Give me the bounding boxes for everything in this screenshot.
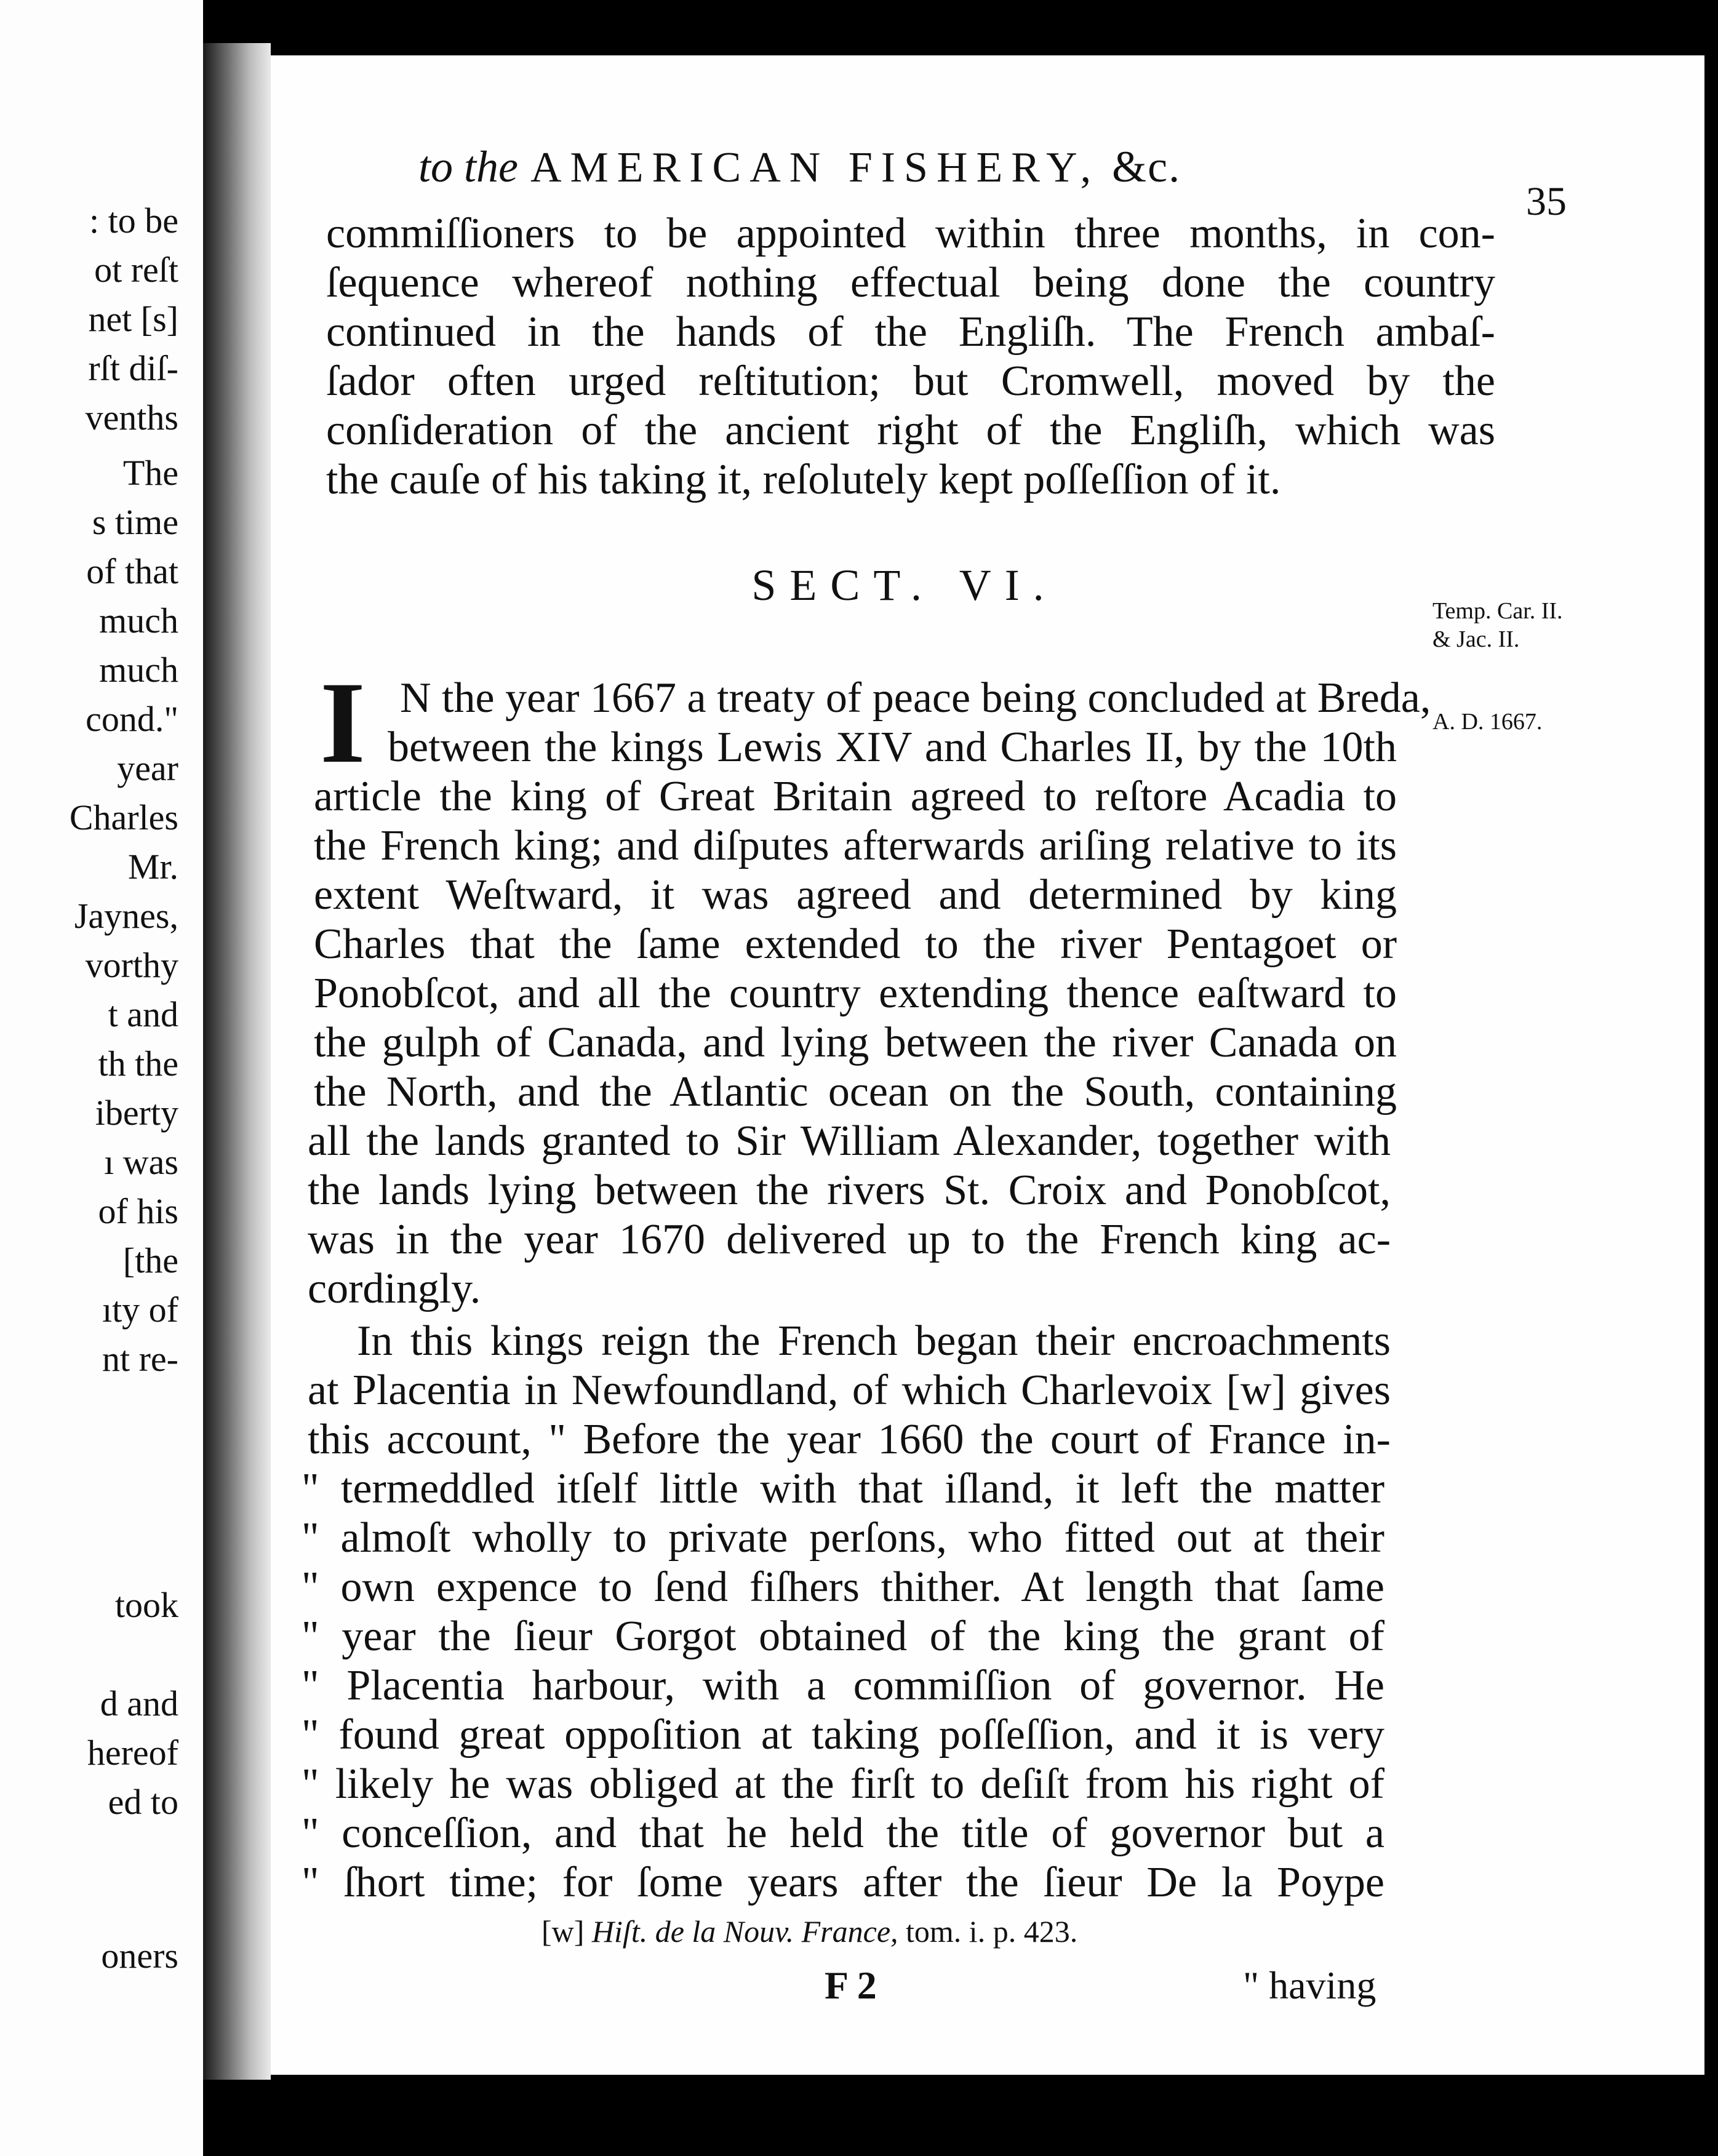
footnote — [541, 1914, 1077, 1949]
footnote-ref: tom. i. p. 423. — [906, 1914, 1078, 1949]
text-line: " year the ſieur Gorgot obtained of the king the grant of — [302, 1613, 1384, 1660]
page-number: 35 — [1526, 179, 1567, 224]
facing-page-fragment: year — [117, 748, 178, 788]
running-head-suffix: &c. — [1112, 142, 1181, 191]
running-head — [271, 142, 1704, 197]
text-line: " almoſt wholly to private perſons, who fitted out at their — [302, 1514, 1384, 1562]
facing-page-fragment: ed to — [108, 1782, 178, 1822]
running-head-title: AMERICAN FISHERY, — [530, 144, 1100, 191]
catchword: " having — [1243, 1963, 1376, 2007]
footnote-mark: [w] — [541, 1914, 585, 1949]
text-line: between the kings Lewis XIV and Charles II, by the 10th — [388, 724, 1397, 771]
facing-page-fragment: nt re- — [102, 1339, 178, 1379]
section-title: SECT. VI. — [751, 561, 1058, 610]
facing-page — [0, 0, 203, 2156]
facing-page-fragment: net [s] — [88, 299, 178, 339]
facing-page-fragment: Mr. — [127, 847, 178, 887]
scan-border — [1704, 55, 1718, 2075]
text-line: the gulph of Canada, and lying between the river Canada on — [314, 1019, 1397, 1066]
facing-page-fragment: of his — [98, 1191, 178, 1231]
margin-note-reign-2: & Jac. II. — [1432, 626, 1520, 652]
text-line: N the year 1667 a treaty of peace being concluded at Breda, — [400, 674, 1431, 722]
facing-page-fragment: ot reſt — [94, 250, 178, 290]
text-line: the North, and the Atlantic ocean on the South, containing — [314, 1068, 1397, 1116]
facing-page-fragment: ıty of — [102, 1290, 178, 1330]
facing-page-fragment: t and — [108, 994, 178, 1034]
facing-page-fragment: of that — [86, 551, 178, 591]
facing-page-fragment: The — [122, 453, 178, 493]
facing-page-fragment: took — [114, 1585, 178, 1625]
facing-page-fragment: [the — [122, 1240, 178, 1280]
footnote-title: Hiſt. de la Nouv. France, — [591, 1914, 898, 1949]
running-head-prefix: to the — [418, 142, 518, 191]
text-line: the cauſe of his taking it, reſolutely kept poſſeſſion of it. — [326, 456, 1281, 503]
text-line: extent Weſtward, it was agreed and determined by king — [314, 871, 1397, 919]
drop-cap: I — [320, 658, 366, 788]
facing-page-fragment: s time — [92, 502, 178, 542]
text-line: the lands lying between the rivers St. Croix and Ponobſcot, — [308, 1167, 1391, 1214]
text-line: this account, " Before the year 1660 the court of France in- — [308, 1416, 1391, 1463]
text-line: cordingly. — [308, 1265, 481, 1312]
text-line: " conceſſion, and that he held the title of governor but a — [302, 1810, 1384, 1857]
margin-note-reign: Temp. Car. II. — [1432, 598, 1563, 624]
text-line: continued in the hands of the Engliſh. The French ambaſ- — [326, 308, 1495, 356]
facing-page-fragment: cond." — [86, 699, 178, 739]
facing-page-fragment: th the — [98, 1044, 178, 1084]
text-line: ſequence whereof nothing effectual being done the country — [326, 259, 1495, 306]
text-line: the French king; and diſputes afterwards ariſing relative to its — [314, 822, 1397, 869]
signature-mark: F 2 — [825, 1963, 877, 2007]
text-line: article the king of Great Britain agreed to reſtore Acadia to — [314, 773, 1397, 820]
facing-page-fragment: much — [99, 601, 178, 641]
facing-page-fragment: d and — [100, 1683, 178, 1723]
facing-page-fragment: vorthy — [85, 945, 178, 985]
text-line: " ſhort time; for ſome years after the ſieur De la Poype — [302, 1859, 1384, 1906]
book-page — [271, 55, 1704, 2075]
text-line: conſideration of the ancient right of the Engliſh, which was — [326, 407, 1495, 454]
facing-page-fragment: ı was — [104, 1142, 178, 1182]
text-line: Ponobſcot, and all the country extending thence eaſtward to — [314, 970, 1397, 1017]
text-line: " own expence to ſend fiſhers thither. At length that ſame — [302, 1563, 1384, 1611]
text-line: " found great oppoſition at taking poſſeſſion, and it is very — [302, 1711, 1384, 1759]
facing-page-fragment: Jaynes, — [74, 896, 178, 936]
facing-page-fragment: venths — [85, 397, 178, 437]
facing-page-fragment: rſt diſ- — [88, 348, 178, 388]
facing-page-fragment: : to be — [89, 201, 178, 241]
margin-note-year: A. D. 1667. — [1432, 709, 1543, 735]
text-line: ſador often urged reſtitution; but Cromwell, moved by the — [326, 357, 1495, 405]
text-line: In this kings reign the French began their encroachments — [357, 1317, 1391, 1365]
text-line: " termeddled itſelf little with that iſland, it left the matter — [302, 1465, 1384, 1512]
text-line: all the lands granted to Sir William Alexander, together with — [308, 1117, 1391, 1165]
facing-page-fragment: iberty — [95, 1093, 178, 1133]
text-line: Charles that the ſame extended to the river Pentagoet or — [314, 920, 1397, 968]
facing-page-fragment: much — [99, 650, 178, 690]
text-line: was in the year 1670 delivered up to the French king ac- — [308, 1216, 1391, 1263]
text-line: " likely he was obliged at the firſt to deſiſt from his right of — [302, 1760, 1384, 1808]
book-gutter — [203, 43, 271, 2080]
text-line: at Placentia in Newfoundland, of which Charlevoix [w] gives — [308, 1367, 1391, 1414]
text-line: commiſſioners to be appointed within three months, in con- — [326, 210, 1495, 257]
facing-page-fragment: oners — [101, 1936, 178, 1976]
facing-page-fragment: hereof — [87, 1733, 178, 1773]
facing-page-fragment: Charles — [69, 797, 178, 837]
text-line: " Placentia harbour, with a commiſſion of governor. He — [302, 1662, 1384, 1709]
